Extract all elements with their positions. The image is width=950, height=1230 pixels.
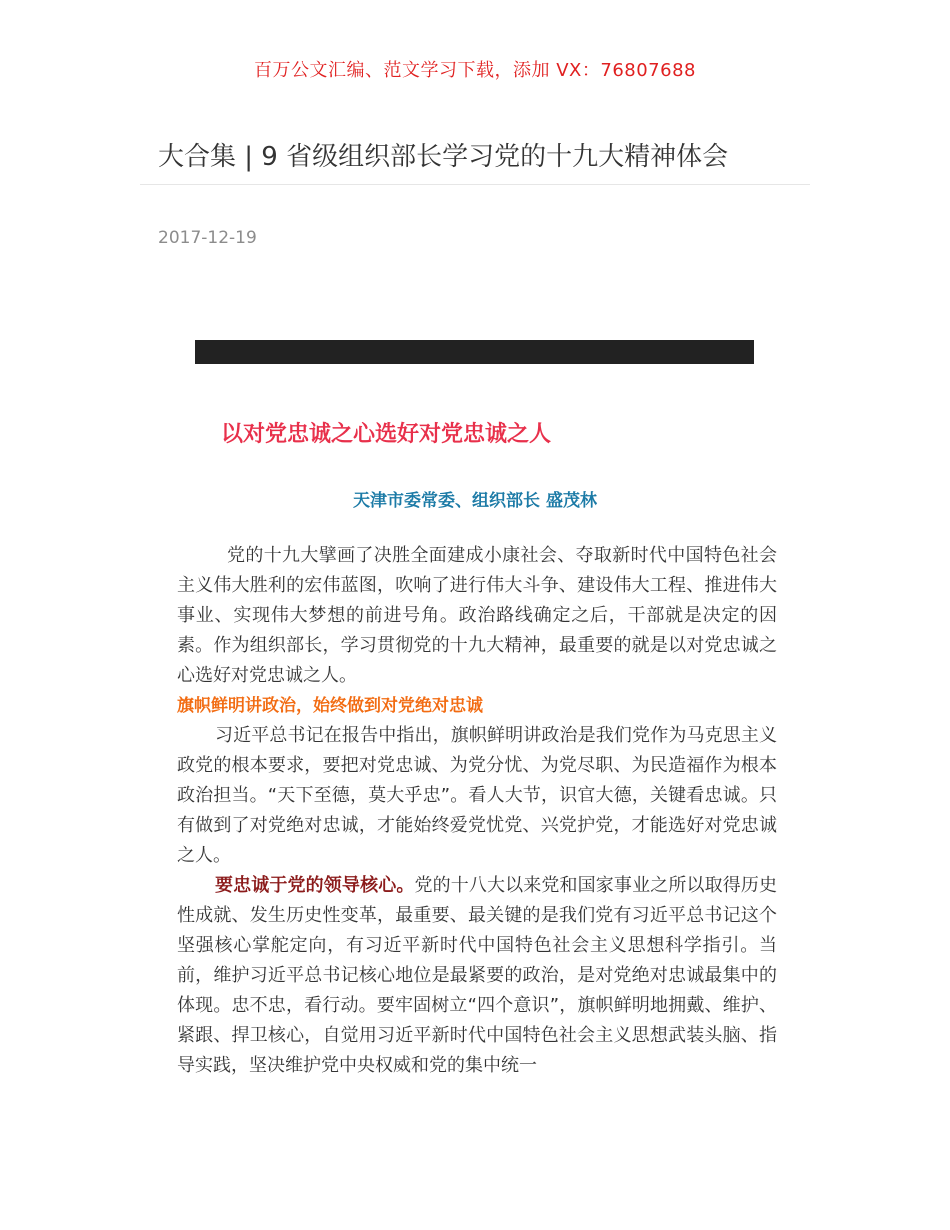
title-divider	[140, 184, 810, 185]
section-heading: 以对党忠诚之心选好对党忠诚之人	[221, 422, 552, 447]
paragraph-text: 党的十八大以来党和国家事业之所以取得历史性成就、发生历史性变革，最重要、最关键的是我们党有习近平总书记这个坚强核心掌舵定向，有习近平新时代中国特色社会主义思想科学指引。当前，维护习近平总书记核心地位是最紧要的政治，是对党绝对忠诚最集中的体现。忠不忠，看行动。要牢固树立“四个意识”，旗帜鲜明地拥戴、维护、紧跟、捍卫核心，自觉用习近平新时代中国特色社会主义思想武装头脑、指导实践，坚决维护党中央权威和党的集中统一	[177, 875, 777, 1076]
banner-image	[195, 340, 754, 364]
paragraph-lead: 要忠诚于党的领导核心。	[215, 875, 415, 896]
sub-heading: 旗帜鲜明讲政治，始终做到对党绝对忠诚	[177, 696, 483, 716]
article-body	[177, 541, 777, 1081]
article-title: 大合集 | 9 省级组织部长学习党的十九大精神体会	[158, 142, 729, 172]
paragraph: 党的十九大擘画了决胜全面建成小康社会、夺取新时代中国特色社会主义伟大胜利的宏伟蓝图，吹响了进行伟大斗争、建设伟大工程、推进伟大事业、实现伟大梦想的前进号角。政治路线确定之后，干部就是决定的因素。作为组织部长，学习贯彻党的十九大精神，最重要的就是以对党忠诚之心选好对党忠诚之人。	[177, 545, 777, 686]
publish-date: 2017-12-19	[158, 228, 257, 248]
paragraph	[177, 871, 777, 1081]
paragraph: 习近平总书记在报告中指出，旗帜鲜明讲政治是我们党作为马克思主义政党的根本要求，要把对党忠诚、为党分忧、为党尽职、为民造福作为根本政治担当。“天下至德，莫大乎忠”。看人大节，识官大德，关键看忠诚。只有做到了对党绝对忠诚，才能始终爱党忧党、兴党护党，才能选好对党忠诚之人。	[177, 725, 777, 866]
author-byline: 天津市委常委、组织部长 盛茂林	[353, 491, 597, 511]
watermark-text: 百万公文汇编、范文学习下载，添加 VX：76807688	[254, 60, 696, 81]
